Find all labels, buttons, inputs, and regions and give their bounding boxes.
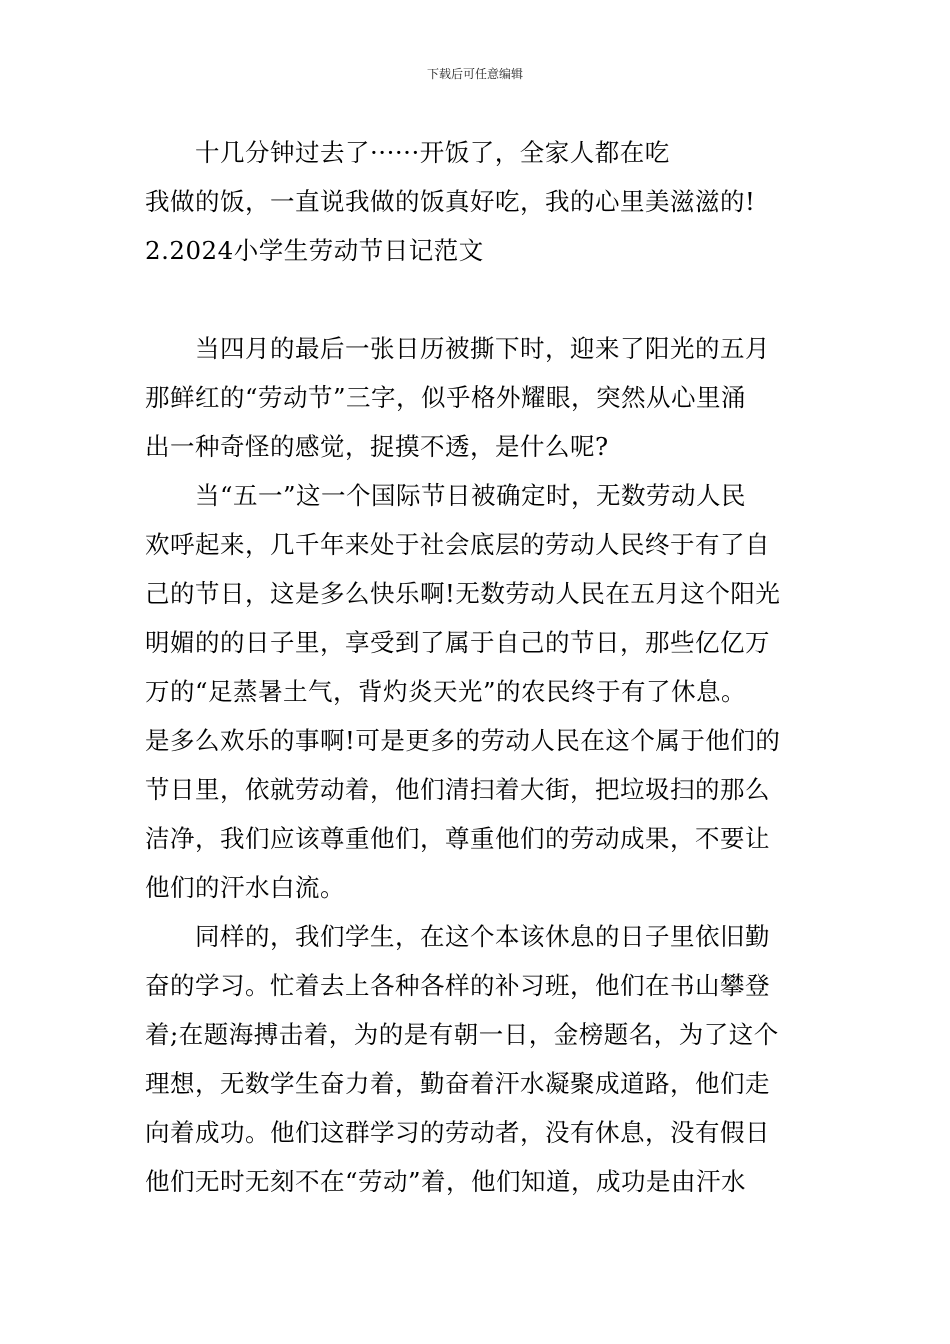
text-line: 那鲜红的“劳动节”三字，似乎格外耀眼，突然从心里涌 xyxy=(145,383,747,412)
text-line: 他们的汗水白流。 xyxy=(145,873,345,902)
text-line: 己的节日，这是多么快乐啊!无数劳动人民在五月这个阳光 xyxy=(145,579,781,608)
text-line: 我做的饭，一直说我做的饭真好吃，我的心里美滋滋的! xyxy=(145,187,756,216)
text-line: 奋的学习。忙着去上各种各样的补习班，他们在书山攀登 xyxy=(145,971,770,1000)
text-line: 万的“足蒸暑土气，背灼炎天光”的农民终于有了休息。 xyxy=(145,677,747,706)
blank-line xyxy=(145,275,810,324)
text-line: 向着成功。他们这群学习的劳动者，没有休息，没有假日 xyxy=(145,1118,770,1147)
text-line: 洁净，我们应该尊重他们，尊重他们的劳动成果，不要让 xyxy=(145,824,770,853)
text-line: 他们无时无刻不在“劳动”着，他们知道，成功是由汗水 xyxy=(145,1167,747,1196)
text-line: 欢呼起来，几千年来处于社会底层的劳动人民终于有了自 xyxy=(145,530,770,559)
text-line: 出一种奇怪的感觉，捉摸不透，是什么呢? xyxy=(145,432,609,461)
text-line: 着;在题海搏击着，为的是有朝一日，金榜题名，为了这个 xyxy=(145,1020,779,1049)
text-line: 同样的，我们学生，在这个本该休息的日子里依旧勤 xyxy=(145,922,770,951)
text-line: 十几分钟过去了······开饭了，全家人都在吃 xyxy=(145,138,670,167)
text-line: 节日里，依就劳动着，他们清扫着大街，把垃圾扫的那么 xyxy=(145,775,770,804)
text-line: 当“五一”这一个国际节日被确定时，无数劳动人民 xyxy=(145,481,747,510)
document-body xyxy=(145,128,810,1206)
text-line: 理想，无数学生奋力着，勤奋着汗水凝聚成道路，他们走 xyxy=(145,1069,770,1098)
text-line: 当四月的最后一张日历被撕下时，迎来了阳光的五月 xyxy=(145,334,770,363)
page-header: 下载后可任意编辑 xyxy=(426,67,523,81)
text-line: 明媚的的日子里，享受到了属于自己的节日，那些亿亿万 xyxy=(145,628,770,657)
text-line: 是多么欢乐的事啊!可是更多的劳动人民在这个属于他们的 xyxy=(145,726,781,755)
section-heading: 2.2024小学生劳动节日记范文 xyxy=(145,236,484,265)
